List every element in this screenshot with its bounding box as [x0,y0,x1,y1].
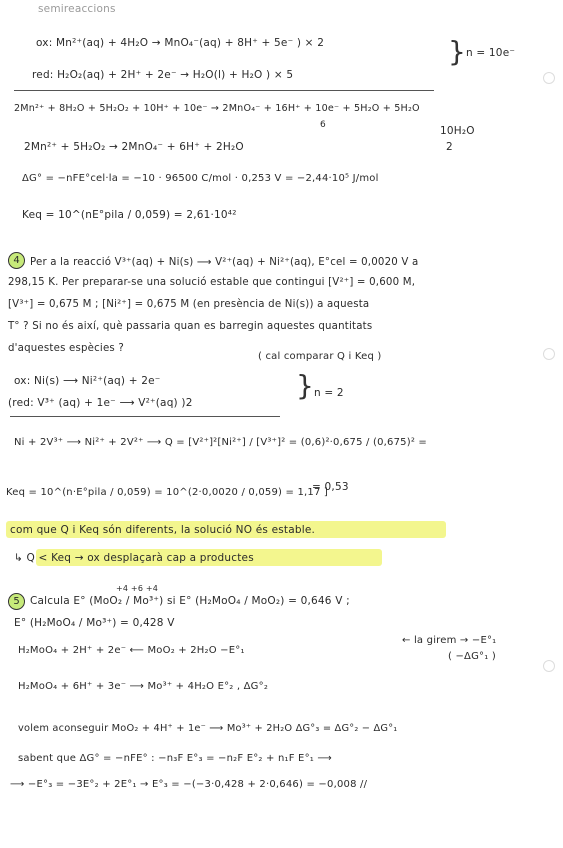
question-4-conclusion: com que Q i Keq són diferents, la solució NO és estable. [10,524,316,536]
margin-hole-mark [543,660,555,672]
sum-line [14,90,434,91]
question-5-text-line: Calcula E° (MoO₂ / Mo³⁺) si E° (H₂MoO₄ / MoO₂) = 0,646 V ; [30,595,350,607]
final-result: ⟶ −E°₃ = −3E°₂ + 2E°₁ → E°₃ = −(−3·0,428 + 2·0,646) = −0,008 // [10,779,368,790]
question-4-direction: ↳ Q < Keq → ox desplaçarà cap a productes [14,552,254,564]
brace-mark: } [296,369,314,402]
question-5-text-line: E° (H₂MoO₄ / Mo³⁺) = 0,428 V [14,617,175,629]
margin-hole-mark [543,348,555,360]
combined-reaction: 2Mn²⁺ + 8H₂O + 5H₂O₂ + 10H⁺ + 10e⁻ → 2MnO₄⁻ + 16H⁺ + 10e⁻ + 5H₂O + 5H₂O [14,103,420,114]
question-4-text-line: 298,15 K. Per preparar-se una solució estable que contingui [V²⁺] = 0,600 M, [8,277,416,288]
water-coefficient: 2 [446,141,453,153]
question-number-4: 4 [8,252,25,269]
keq-calculation: Keq = 10^(n·E°pila / 0,059) = 10^(2·0,0020 / 0,059) = 1,17 ] [6,487,329,498]
net-reaction: 2Mn²⁺ + 5H₂O₂ → 2MnO₄⁻ + 6H⁺ + 2H₂O [24,141,244,153]
margin-hole-mark [543,72,555,84]
equilibrium-constant-equation: Keq = 10^(nE°pila / 0,059) = 2,61·10⁴² [22,209,237,221]
q-value: = 0,53 [312,481,349,493]
electron-count-n2: n = 2 [314,387,344,399]
gibbs-relation: sabent que ΔG° = −nFE° : −n₃F E°₃ = −n₂F E°₂ + n₁F E°₁ ⟶ [18,753,332,764]
question-4-text-line: Per a la reacció V³⁺(aq) + Ni(s) ⟶ V²⁺(aq) + Ni²⁺(aq), E°cel = 0,0020 V a [30,257,419,268]
target-reaction: volem aconseguir MoO₂ + 4H⁺ + 1e⁻ ⟶ Mo³⁺ + 2H₂O ΔG°₃ = ΔG°₂ − ΔG°₁ [18,723,398,734]
water-total: 10H₂O [440,125,475,137]
question-number-5: 5 [8,593,25,610]
reduction-half-reaction: red: H₂O₂(aq) + 2H⁺ + 2e⁻ → H₂O(l) + H₂O ) × 5 [32,69,294,81]
oxidation-half-reaction: ox: Mn²⁺(aq) + 4H₂O → MnO₄⁻(aq) + 8H⁺ + 5e⁻ ) × 2 [36,37,325,49]
half-reaction-1: H₂MoO₄ + 2H⁺ + 2e⁻ ⟵ MoO₂ + 2H₂O −E°₁ [18,645,245,656]
cancel-note: 6 [320,120,326,130]
reduction-half-reaction-v: (red: V³⁺ (aq) + 1e⁻ ⟶ V²⁺(aq) )2 [8,397,193,409]
question-4-text-line: T° ? Si no és així, què passaria quan es barregin aquestes quantitats [8,321,373,332]
section-header: semireaccions [38,3,116,15]
half-reaction-2: H₂MoO₄ + 6H⁺ + 3e⁻ ⟶ Mo³⁺ + 4H₂O E°₂ , ΔG°₂ [18,681,269,692]
sum-line [10,416,280,417]
reaction-quotient-expression: Ni + 2V³⁺ ⟶ Ni²⁺ + 2V²⁺ ⟶ Q = [V²⁺]²[Ni²⁺] / [V³⁺]² = (0,6)²·0,675 / (0,675)² = [14,437,427,448]
question-4-hint: ( cal comparar Q i Keq ) [258,351,382,362]
question-4-text-line: [V³⁺] = 0,675 M ; [Ni²⁺] = 0,675 M (en presència de Ni(s)) a aquesta [8,299,370,310]
half-reaction-1-note: ← la girem → −E°₁ [402,635,497,646]
half-reaction-1-note: ( −ΔG°₁ ) [448,651,496,662]
question-4-text-line: d'aquestes espècies ? [8,343,124,354]
electron-count: n = 10e⁻ [466,47,516,59]
gibbs-energy-equation: ΔG° = −nFE°cel·la = −10 · 96500 C/mol · 0,253 V = −2,44·10⁵ J/mol [22,173,379,184]
brace-mark: } [448,35,466,68]
oxidation-half-reaction-ni: ox: Ni(s) ⟶ Ni²⁺(aq) + 2e⁻ [14,375,161,387]
oxidation-states-note: +4 +6 +4 [116,584,159,593]
